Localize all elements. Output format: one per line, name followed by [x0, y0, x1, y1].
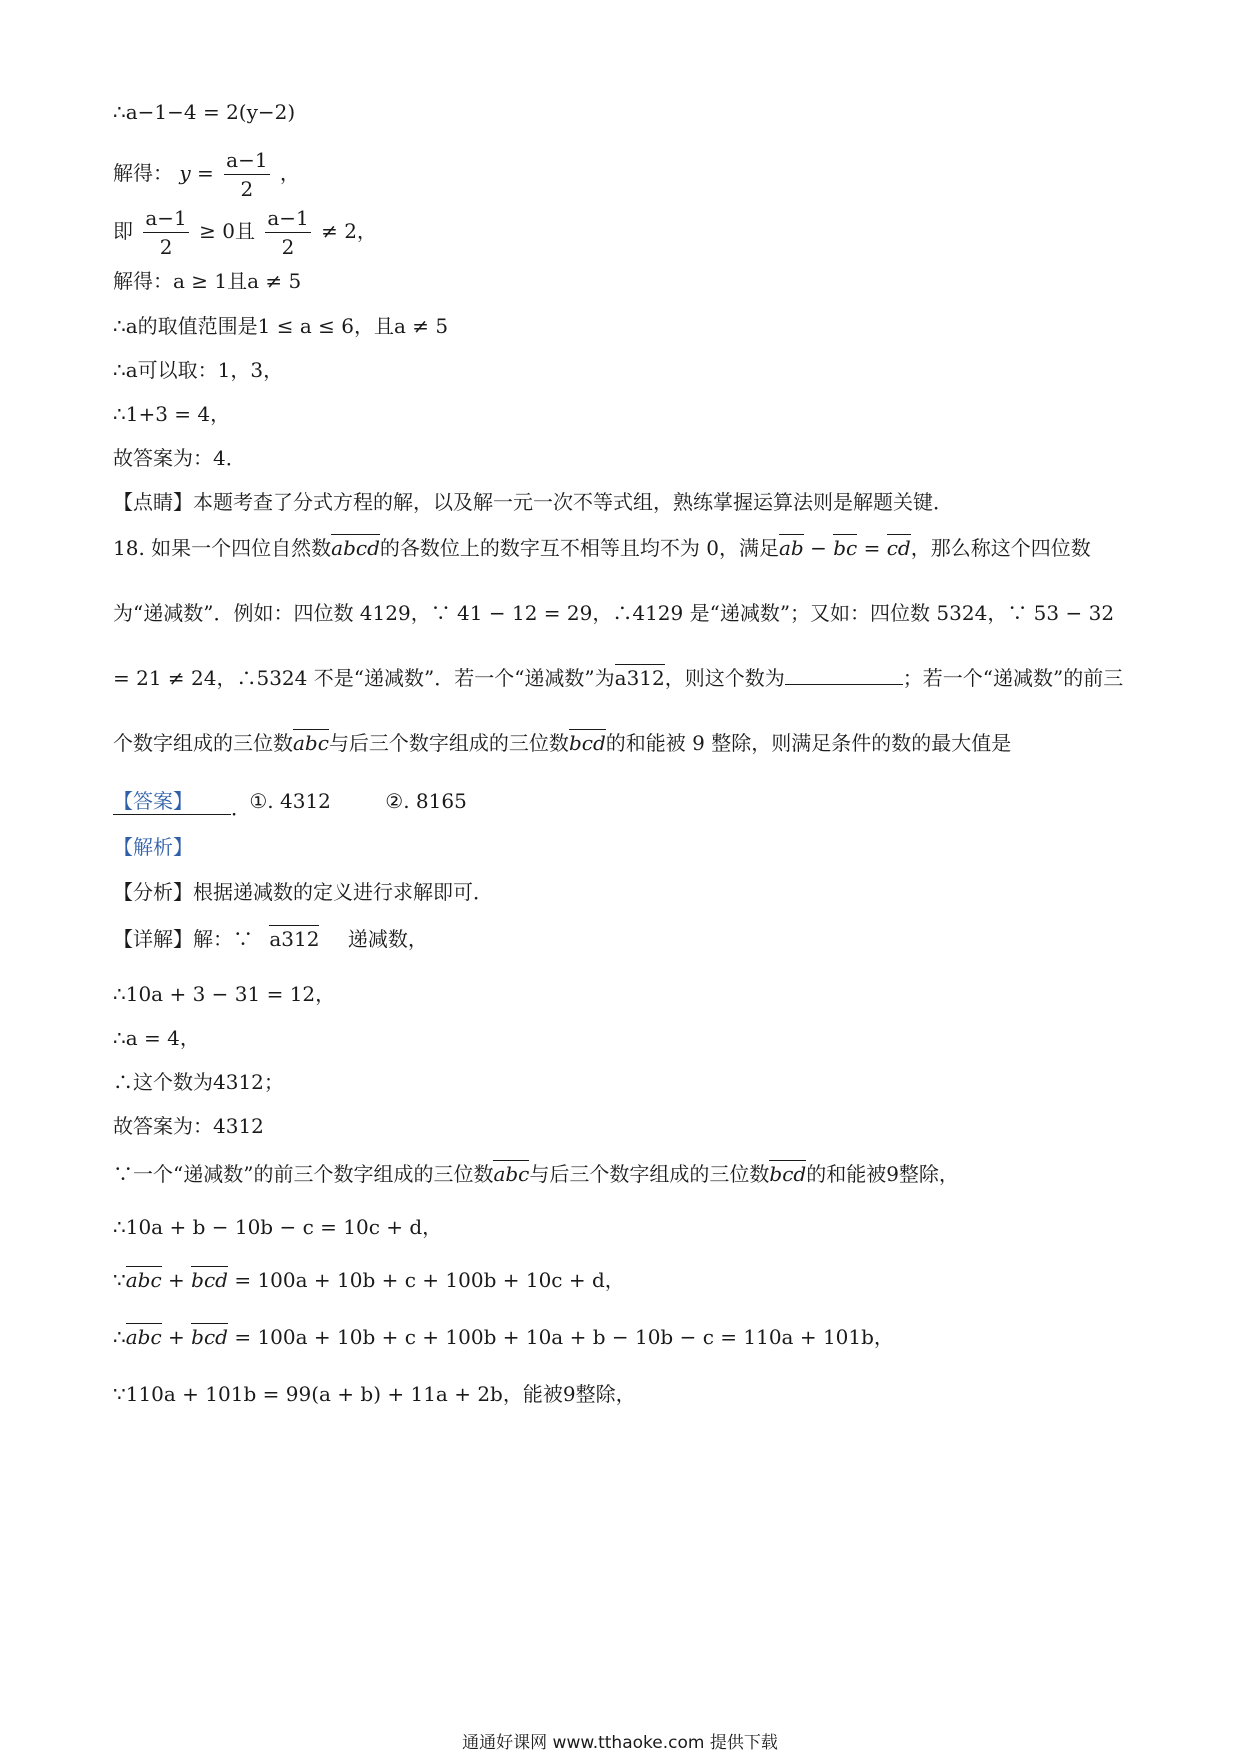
- answer-item-2: ②. 8165: [385, 789, 467, 813]
- question-text: ；若一个“递减数”的前三个数字组成的三位数: [113, 666, 1124, 755]
- text: ∵一个“递减数”的前三个数字组成的三位数: [113, 1162, 494, 1186]
- detail-line-1: [113, 925, 428, 953]
- detail-line-7: ∴10a + b − 10b − c = 10c + d，: [113, 1215, 443, 1239]
- overline-abc: abc: [125, 1268, 162, 1292]
- detail-line-6: [113, 1160, 959, 1188]
- text: 递减数，: [347, 927, 428, 951]
- label-solve: 解得：: [113, 161, 173, 185]
- step-line-6: ∴a可以取：1，3，: [113, 358, 284, 382]
- text: 即: [113, 219, 133, 243]
- overline-abc: abc: [493, 1162, 530, 1186]
- detail-line-2: ∴10a + 3 − 31 = 12，: [113, 982, 336, 1006]
- fraction-denominator: 2: [281, 235, 295, 259]
- overline-bcd: bcd: [191, 1325, 228, 1349]
- overline-abc: abc: [125, 1325, 162, 1349]
- question-text: 与后三个数字组成的三位数: [328, 731, 569, 755]
- detail-line-8: [113, 1266, 625, 1294]
- answer-blank-1: [785, 664, 903, 685]
- step-line-4: 解得：a ≥ 1且a ≠ 5: [113, 269, 302, 293]
- fraction-2: [265, 204, 310, 261]
- fenxi-line: 【分析】根据递减数的定义进行求解即可．: [113, 880, 493, 904]
- fraction-numerator: a−1: [224, 146, 269, 175]
- fraction-numerator: a−1: [265, 204, 310, 233]
- detail-line-3: ∴a = 4，: [113, 1026, 200, 1050]
- answer-item-1: ①. 4312: [249, 789, 331, 813]
- text: = 100a + 10b + c + 100b + 10a + b − 10b − c = 110a + 101b，: [227, 1325, 894, 1349]
- step-line-7: ∴1+3 = 4，: [113, 402, 231, 426]
- overline-a312: a312: [269, 927, 320, 951]
- text: = 100a + 10b + c + 100b + 10c + d，: [227, 1268, 625, 1292]
- question-text: 的和能被 9 整除，则满足条件的数的最大值是: [605, 731, 1012, 755]
- detail-line-5: 故答案为：4312: [113, 1114, 264, 1138]
- operator: +: [161, 1325, 192, 1349]
- step-line-1: ∴a−1−4 = 2(y−2): [113, 100, 296, 124]
- overline-abc: abc: [293, 731, 329, 755]
- equation-lhs: y =: [179, 161, 214, 185]
- overline-bc: bc: [833, 536, 858, 560]
- text: ≠ 2，: [321, 219, 377, 243]
- question-text: ．: [231, 796, 251, 820]
- overline-a312: a312: [614, 666, 665, 690]
- text: 【详解】解：∵: [113, 927, 253, 951]
- question-text: 的各数位上的数字互不相等且均不为 0，满足: [379, 536, 779, 560]
- step-line-2: [113, 146, 300, 203]
- operator: +: [161, 1268, 192, 1292]
- punctuation: ，: [279, 161, 300, 185]
- operator: −: [803, 536, 834, 560]
- overline-ab: ab: [779, 536, 804, 560]
- text: ≥ 0且: [199, 219, 255, 243]
- operator: =: [857, 536, 887, 560]
- question-text: ，则这个数为: [664, 666, 785, 690]
- fraction: [224, 146, 269, 203]
- fraction-denominator: 2: [159, 235, 173, 259]
- detail-line-9: [113, 1323, 894, 1351]
- overline-cd: cd: [886, 536, 911, 560]
- text: ∴: [113, 1325, 126, 1349]
- step-line-5: ∴a的取值范围是1 ≤ a ≤ 6，且a ≠ 5: [113, 314, 449, 338]
- step-line-8: 故答案为：4．: [113, 446, 246, 470]
- overline-abcd: abcd: [331, 536, 380, 560]
- page-footer: 通通好课网 www.tthaoke.com 提供下载: [462, 1733, 778, 1753]
- dianjing-note: 【点睛】本题考查了分式方程的解，以及解一元一次不等式组，熟练掌握运算法则是解题关键．: [113, 490, 953, 514]
- fraction-numerator: a−1: [143, 204, 188, 233]
- overline-bcd: bcd: [568, 731, 606, 755]
- fraction-1: [143, 204, 188, 261]
- fraction-denominator: 2: [240, 177, 254, 201]
- text: 的和能被9整除，: [806, 1162, 959, 1186]
- question-text: ，那么称这个四位数为“递减数”．例如：四位数 4129，∵ 41 − 12 = 29，∴4129 是“递减数”；又如：四位数 5324，∵ 53 − 32 = 21 ≠ 24，∴5324 不是“递减数”．若一个“递减数”为: [113, 536, 1115, 690]
- answer-line: [113, 787, 467, 815]
- text: 与后三个数字组成的三位数: [529, 1162, 770, 1186]
- answer-label: 【答案】: [113, 789, 193, 813]
- detail-line-4: ∴这个数为4312；: [113, 1070, 284, 1094]
- detail-line-10: ∵110a + 101b = 99(a + b) + 11a + 2b，能被9整除，: [113, 1382, 636, 1406]
- step-line-3: [113, 204, 377, 261]
- overline-bcd: bcd: [769, 1162, 807, 1186]
- question-text: 18. 如果一个四位自然数: [113, 536, 332, 560]
- text: ∵: [113, 1268, 126, 1292]
- overline-bcd: bcd: [191, 1268, 228, 1292]
- analysis-label: 【解析】: [113, 835, 193, 859]
